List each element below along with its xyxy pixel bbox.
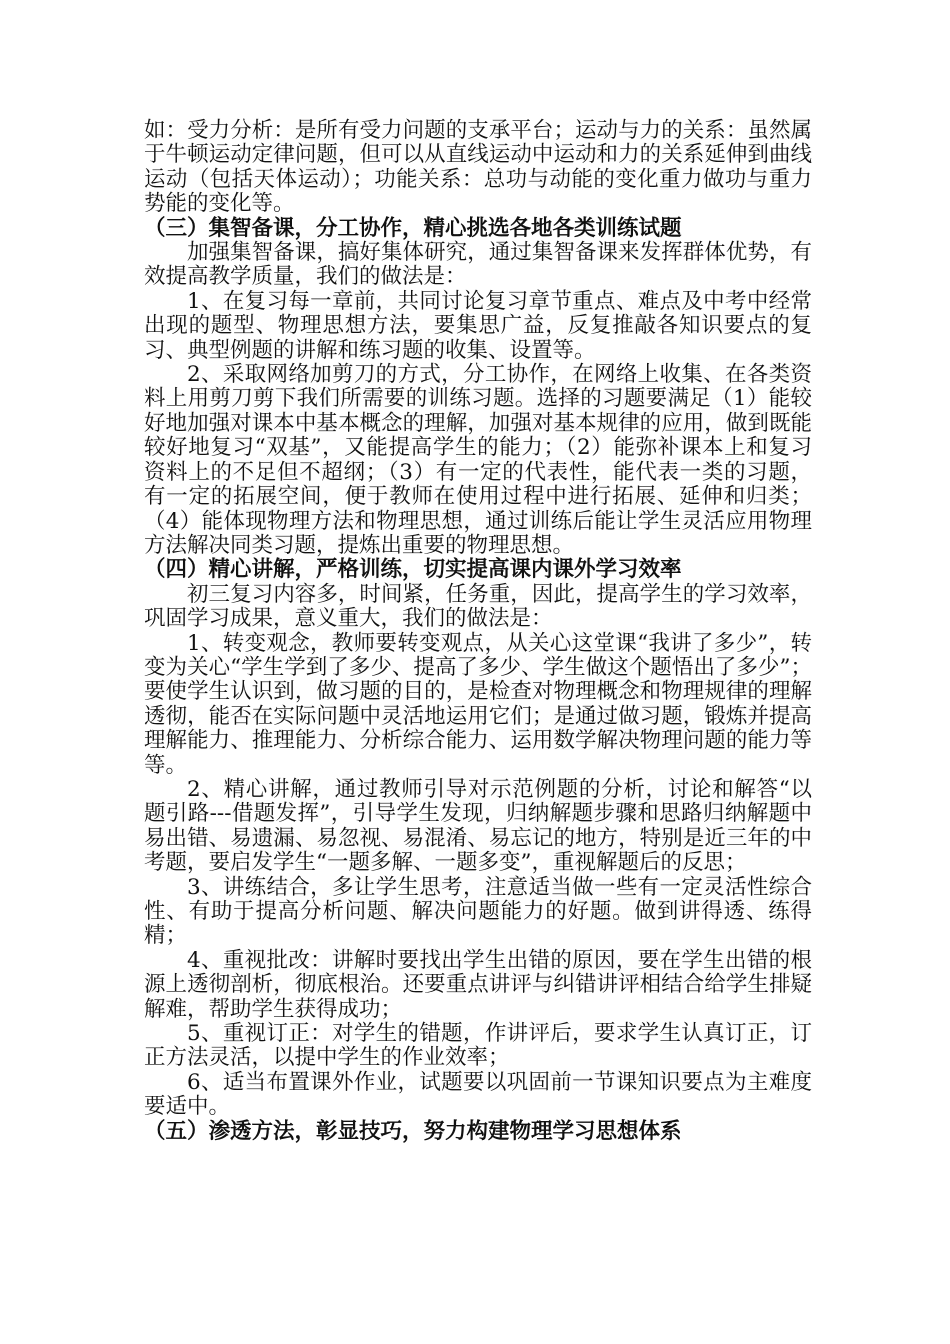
paragraph: 6、适当布置课外作业，试题要以巩固前一节课知识要点为主难度要适中。 bbox=[144, 1069, 812, 1120]
paragraph: 3、讲练结合，多让学生思考，注意适当做一些有一定灵活性综合性、有助于提高分析问题、解决问题能力的好题。做到讲得透、练得精； bbox=[144, 874, 812, 949]
paragraph: 加强集智备课，搞好集体研究，通过集智备课来发挥群体优势，有效提高教学质量，我们的做法是： bbox=[144, 240, 812, 290]
paragraph: 2、精心讲解，通过教师引导对示范例题的分析，讨论和解答“以题引路---借题发挥”，引导学生发现，归纳解题步骤和思路归纳解题中易出错、易遗漏、易忽视、易混淆、易忘记的地方，特别是近三年的中考题，要启发学生“一题多解、一题多变”，重视解题后的反思； bbox=[144, 776, 812, 876]
paragraph-intro: 如：受力分析：是所有受力问题的支承平台；运动与力的关系：虽然属于牛顿运动定律问题，但可以从直线运动中运动和力的关系延伸到曲线运动（包括天体运动）；功能关系：总功与动能的变化重力做功与重力势能的变化等。 bbox=[144, 118, 812, 217]
paragraph: 4、重视批改：讲解时要找出学生出错的原因，要在学生出错的根源上透彻剖析，彻底根治。还要重点讲评与纠错讲评相结合给学生排疑解难，帮助学生获得成功； bbox=[144, 947, 812, 1022]
section-heading-5: （五）渗透方法，彰显技巧，努力构建物理学习思想体系 bbox=[144, 1118, 682, 1144]
paragraph: 5、重视订正：对学生的错题，作讲评后，要求学生认真订正，订正方法灵活，以提中学生的作业效率； bbox=[144, 1021, 812, 1071]
paragraph: 1、转变观念，教师要转变观点，从关心这堂课“我讲了多少”，转变为关心“学生学到了多少、提高了多少、学生做这个题悟出了多少”；要使学生认识到，做习题的目的，是检查对物理概念和物理规律的理解透彻，能否在实际问题中灵活地运用它们；是通过做习题，锻炼并提高理解能力、推理能力、分析综合能力、运用数学解决物理问题的能力等等。 bbox=[144, 630, 812, 778]
section-heading-4: （四）精心讲解，严格训练，切实提高课内课外学习效率 bbox=[144, 557, 682, 583]
section-heading-3: （三）集智备课，分工协作，精心挑选各地各类训练试题 bbox=[144, 215, 682, 241]
paragraph: 1、在复习每一章前，共同讨论复习章节重点、难点及中考中经常出现的题型、物理思想方法，要集思广益，反复推敲各知识要点的复习、典型例题的讲解和练习题的收集、设置等。 bbox=[144, 288, 812, 363]
document-page bbox=[144, 119, 812, 1144]
paragraph: 2、采取网络加剪刀的方式，分工协作，在网络上收集、在各类资料上用剪刀剪下我们所需要的训练习题。选择的习题要满足（1）能较好地加强对课本中基本概念的理解，加强对基本规律的应用，做到既能较好地复习“双基”，又能提高学生的能力；（2）能弥补课本上和复习资料上的不足但不超纲；（3）有一定的代表性，能代表一类的习题，有一定的拓展空间，便于教师在使用过程中进行拓展、延伸和归类；（4）能体现物理方法和物理思想，通过训练后能让学生灵活应用物理方法解决同类习题，提炼出重要的物理思想。 bbox=[144, 362, 812, 558]
paragraph: 初三复习内容多，时间紧，任务重，因此，提高学生的学习效率，巩固学习成果，意义重大，我们的做法是： bbox=[144, 581, 812, 632]
